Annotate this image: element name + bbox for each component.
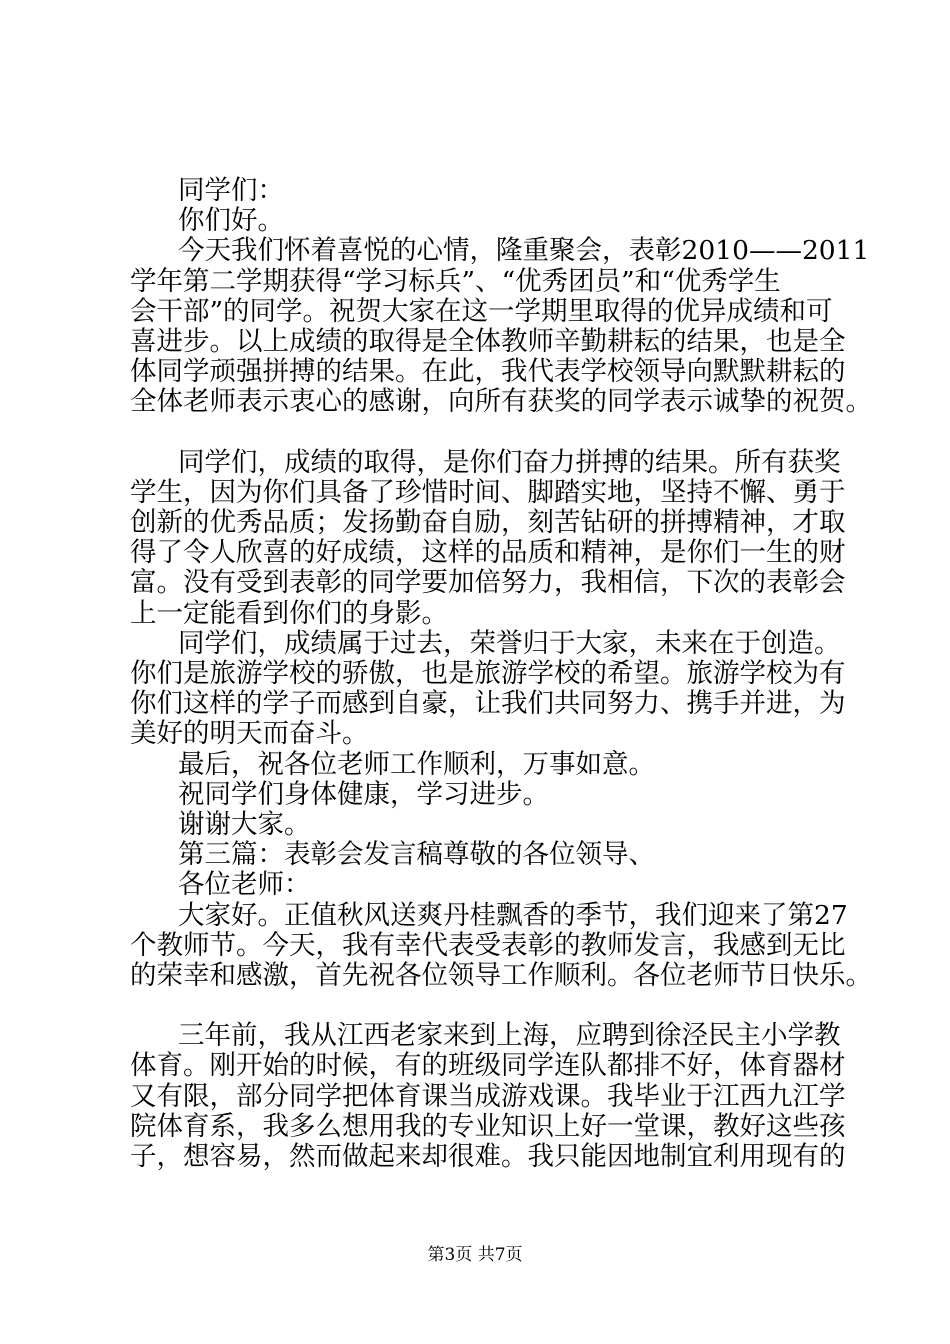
closing-wish: 最后，祝各位老师工作顺利，万事如意。 [178, 748, 655, 780]
paragraph-line: 体育。刚开始的时候，有的班级同学连队都排不好，体育器材 [130, 1050, 846, 1082]
paragraph-line: 同学们，成绩属于过去，荣誉归于大家，未来在于创造。 [178, 627, 841, 659]
paragraph-line: 美好的明天而奋斗。 [130, 718, 369, 750]
paragraph-line: 子，想容易，然而做起来却很难。我只能因地制宜利用现有的 [130, 1141, 846, 1172]
paragraph-line: 院体育系，我多么想用我的专业知识上好一堂课，教好这些孩 [130, 1110, 846, 1142]
paragraph-line: 同学们，成绩的取得，是你们奋力拼搏的结果。所有获奖 [178, 446, 841, 478]
paragraph [130, 629, 850, 750]
paragraph-line: 创新的优秀品质；发扬勤奋自励，刻苦钻研的拼搏精神，才取 [130, 507, 846, 539]
page-number: 第3页 共7页 [427, 1245, 523, 1265]
paragraph-line: 你们是旅游学校的骄傲，也是旅游学校的希望。旅游学校为有 [130, 658, 846, 689]
paragraph-line: 你们这样的学子而感到自豪，让我们共同努力、携手并进，为 [130, 688, 846, 720]
salutation: 各位老师： [178, 869, 311, 901]
paragraph-line: 会干部”的同学。祝贺大家在这一学期里取得的优异成绩和可 [130, 295, 833, 327]
paragraph-line: 又有限，部分同学把体育课当成游戏课。我毕业于江西九江学 [130, 1080, 846, 1112]
paragraph-line: 三年前，我从江西老家来到上海，应聘到徐泾民主小学教 [178, 1020, 841, 1052]
paragraph-line: 个教师节。今天，我有幸代表受表彰的教师发言，我感到无比 [130, 929, 846, 961]
blank-line [130, 991, 850, 1021]
paragraph [130, 899, 872, 992]
salutation: 同学们： [178, 175, 284, 206]
paragraph-line: 大家好。正值秋风送爽丹桂飘香的季节，我们迎来了第27 [178, 899, 848, 931]
document-body [130, 175, 872, 1172]
paragraph-line: 全体老师表示衷心的感谢，向所有获奖的同学表示诚挚的祝贺。 [130, 386, 872, 418]
paragraph-line: 学年第二学期获得“学习标兵”、“优秀团员”和“优秀学生 [130, 265, 781, 297]
paragraph-line: 喜进步。以上成绩的取得是全体教师辛勤耕耘的结果，也是全 [130, 325, 846, 357]
paragraph-line: 体同学顽强拼搏的结果。在此，我代表学校领导向默默耕耘的 [130, 356, 846, 388]
paragraph [130, 1021, 850, 1172]
paragraph-line: 得了令人欣喜的好成绩，这样的品质和精神，是你们一生的财 [130, 537, 846, 569]
greeting: 你们好。 [178, 205, 284, 237]
closing-thanks: 谢谢大家。 [178, 808, 311, 840]
blank-line [130, 418, 850, 448]
paragraph-line: 的荣幸和感激，首先祝各位领导工作顺利。各位老师节日快乐。 [130, 959, 872, 991]
paragraph-line: 今天我们怀着喜悦的心情，隆重聚会，表彰2010——2011 [178, 235, 870, 267]
paragraph-line: 学生，因为你们具备了珍惜时间、脚踏实地，坚持不懈、勇于 [130, 476, 846, 508]
paragraph-line: 上一定能看到你们的身影。 [130, 597, 448, 629]
closing-wish: 祝同学们身体健康，学习进步。 [178, 778, 549, 810]
paragraph [130, 235, 872, 418]
section-heading: 第三篇：表彰会发言稿尊敬的各位领导、 [178, 839, 655, 871]
paragraph-line: 富。没有受到表彰的同学要加倍努力，我相信，下次的表彰会 [130, 567, 846, 599]
paragraph [130, 448, 850, 629]
